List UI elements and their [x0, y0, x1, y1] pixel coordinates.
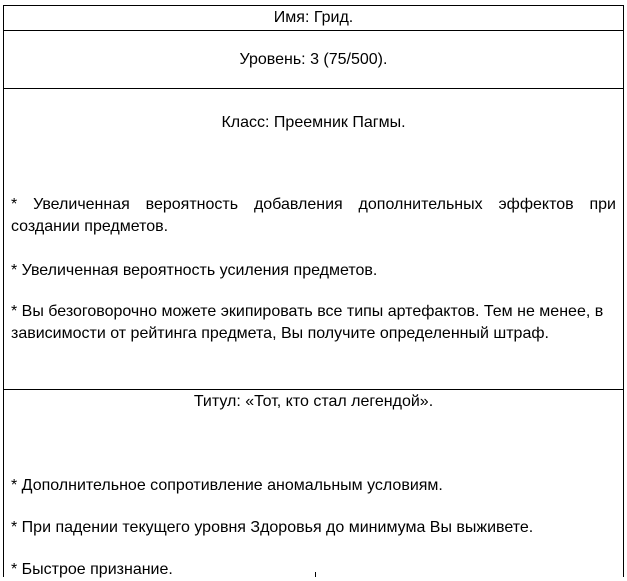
- character-level: Уровень: 3 (75/500).: [239, 51, 388, 68]
- title-effect: * При падении текущего уровня Здоровья до минимума Вы выживете.: [11, 519, 534, 536]
- level-row: [4, 31, 623, 89]
- class-effect: * Вы безоговорочно можете экипировать все типы артефактов. Тем не менее, в зависимости от рейтинга предмета, Вы получите определенный штраф.: [11, 303, 604, 342]
- title-heading: Титул: «Тот, кто стал легендой».: [193, 393, 434, 410]
- class-heading: Класс: Преемник Пагмы.: [221, 114, 406, 131]
- title-effect: * Быстрое признание.: [11, 561, 173, 578]
- character-name: Имя: Грид.: [273, 9, 354, 26]
- status-window-table: [3, 5, 624, 577]
- title-effect: * Дополнительное сопротивление аномальным условиям.: [11, 477, 443, 494]
- name-row: [4, 6, 623, 31]
- table-cell-divider: [315, 572, 316, 577]
- title-row: [4, 390, 623, 580]
- class-effect: * Увеличенная вероятность усиления предметов.: [11, 262, 378, 279]
- class-row: [4, 89, 623, 390]
- class-effect: * Увеличенная вероятность добавления дополнительных эффектов при создании предметов.: [11, 196, 616, 235]
